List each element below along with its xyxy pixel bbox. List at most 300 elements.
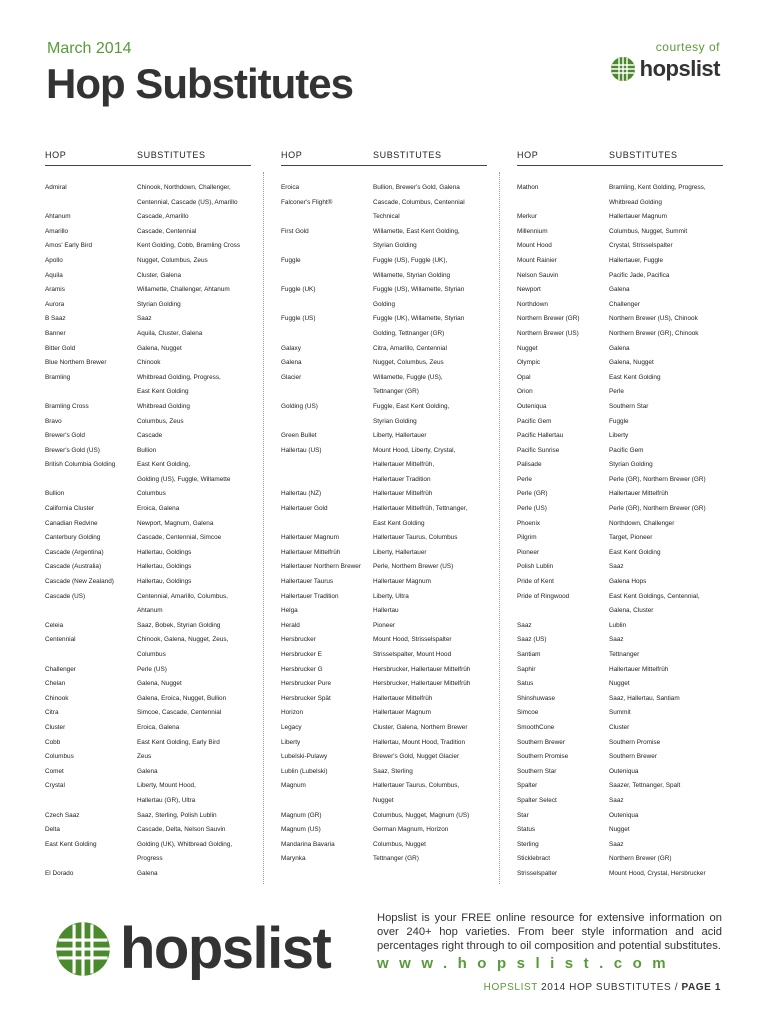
substitute-line: Centennial, Cascade (US), Amarillo <box>137 198 238 206</box>
hop-substitutes <box>137 429 251 444</box>
hop-name: Hersbrucker Pure <box>281 680 332 688</box>
substitute-line: Liberty, Mount Hood, <box>137 782 196 790</box>
table-row <box>281 590 487 605</box>
hop-name: Sterling <box>517 840 539 848</box>
hop-name: Green Bullet <box>281 432 317 440</box>
table-row <box>517 400 723 415</box>
hop-name: Northdown <box>517 300 548 308</box>
table-row <box>45 269 251 284</box>
hop-substitutes <box>609 736 723 751</box>
table-row <box>517 415 723 430</box>
hop-substitutes <box>373 721 487 736</box>
substitute-line: German Magnum, Horizon <box>373 826 449 834</box>
hop-name: Phoenix <box>517 519 541 527</box>
hop-name: East Kent Golding <box>45 840 97 848</box>
substitute-line: Fuggle (US), Fuggle (UK), <box>373 256 448 264</box>
hop-name: Cluster <box>45 723 66 731</box>
website-link[interactable]: www.hopslist.com <box>377 955 677 972</box>
hop-substitutes <box>609 239 723 254</box>
table-row <box>517 692 723 707</box>
table-row <box>517 779 723 794</box>
table-row <box>45 867 251 882</box>
substitute-line: Saaz, Sterling <box>373 767 413 775</box>
substitute-line: Golding <box>373 300 396 308</box>
substitute-line: Bramling, Kent Golding, Progress, <box>609 184 706 191</box>
substitute-line: Saaz <box>609 563 624 571</box>
hop-name: Bravo <box>45 417 62 425</box>
substitute-line: Hersbrucker, Hallertauer Mittelfrüh <box>373 665 471 673</box>
hop-substitutes <box>373 283 487 312</box>
table-row <box>45 210 251 225</box>
hop-substitutes <box>373 633 487 648</box>
hop-name: Nelson Sauvin <box>517 271 559 279</box>
substitute-line: Whitbread Golding <box>609 198 662 206</box>
hop-substitutes <box>137 517 251 532</box>
substitute-line: Cascade, Delta, Nelson Sauvin <box>137 826 226 834</box>
table-row <box>517 736 723 751</box>
hop-name: Saaz <box>517 621 532 629</box>
hop-name: Cascade (US) <box>45 592 86 600</box>
table-row <box>281 663 487 678</box>
hop-substitutes <box>609 560 723 575</box>
table-row <box>517 852 723 867</box>
substitute-line: Pioneer <box>373 621 396 629</box>
substitute-line: Fuggle (UK), Willamette, Styrian <box>373 315 465 323</box>
table-row <box>517 867 723 882</box>
hop-name: Fuggle (US) <box>281 315 316 323</box>
hop-substitutes <box>137 779 251 808</box>
hop-name: Banner <box>45 329 66 337</box>
table-row <box>517 181 723 210</box>
substitute-line: Newport, Magnum, Galena <box>137 519 214 527</box>
substitute-line: Columbus, Nugget <box>373 840 426 848</box>
hop-name: Pride of Kent <box>517 578 554 586</box>
substitute-line: Simcoe, Cascade, Centennial <box>137 709 222 717</box>
hop-name: Galena <box>281 359 302 367</box>
hop-substitutes <box>609 619 723 634</box>
table-row <box>45 415 251 430</box>
hop-substitutes <box>373 356 487 371</box>
table-row <box>45 444 251 459</box>
table-row <box>281 502 487 531</box>
table-row <box>45 458 251 487</box>
table-row <box>517 342 723 357</box>
hop-name: Apollo <box>45 256 63 264</box>
hop-name: Merkur <box>517 213 537 221</box>
substitute-line: Galena <box>137 767 158 775</box>
table-row <box>45 706 251 721</box>
table-row <box>281 809 487 824</box>
table-row <box>281 371 487 400</box>
substitute-line: Fuggle, East Kent Golding, <box>373 402 450 410</box>
substitute-line: Challenger <box>609 300 640 308</box>
column-divider <box>499 172 500 884</box>
footer-brand: HOPSLIST <box>483 982 538 993</box>
hop-name: Comet <box>45 767 64 775</box>
table-row <box>45 356 251 371</box>
table-row <box>517 312 723 327</box>
hop-substitutes <box>137 225 251 240</box>
hop-substitutes <box>609 283 723 298</box>
substitute-line: Columbus <box>137 651 166 658</box>
hop-name: Southern Star <box>517 767 557 775</box>
hop-name: Northern Brewer (GR) <box>517 315 580 323</box>
hop-cone-icon <box>54 920 112 978</box>
substitute-line: Galena Hops <box>609 578 647 586</box>
substitute-line: Galena, Nugget <box>137 344 182 352</box>
hop-name: Sticklebract <box>517 855 551 863</box>
hop-substitutes <box>609 298 723 313</box>
substitute-line: Saaz, Sterling, Polish Lublin <box>137 811 217 819</box>
hop-substitutes <box>609 590 723 619</box>
hop-name: Shinshuwase <box>517 694 556 702</box>
substitute-line: Pacific Jade, Pacifica <box>609 271 670 279</box>
hop-name: Saphir <box>517 665 536 673</box>
hop-name: El Dorado <box>45 869 74 877</box>
table-row <box>45 298 251 313</box>
table-row <box>45 429 251 444</box>
hop-substitutes <box>609 429 723 444</box>
hop-name: Hallertauer Gold <box>281 505 328 513</box>
substitute-line: Perle (US) <box>137 665 167 673</box>
table-row <box>281 633 487 648</box>
hop-name: Golding (US) <box>281 402 318 410</box>
table-row <box>517 560 723 575</box>
hop-name: First Gold <box>281 227 309 235</box>
hop-name: Delta <box>45 826 60 834</box>
hop-substitutes <box>137 444 251 459</box>
footer-doc-label: 2014 HOP SUBSTITUTES / <box>537 982 682 993</box>
hop-substitutes <box>609 181 723 210</box>
hop-name: Hersbrucker E <box>281 651 322 658</box>
table-row <box>45 721 251 736</box>
substitute-line: Saazer, Tettnanger, Spalt <box>609 782 681 790</box>
substitute-line: East Kent Golding <box>609 548 661 556</box>
table-row <box>45 575 251 590</box>
hop-name: Admiral <box>45 184 67 191</box>
hop-substitutes <box>373 575 487 590</box>
substitute-line: Willamette, Fuggle (US), <box>373 373 443 381</box>
substitute-line: Styrian Golding <box>137 300 181 308</box>
hop-substitutes <box>609 444 723 459</box>
table-row <box>45 225 251 240</box>
hop-substitutes <box>609 633 723 648</box>
hop-substitutes <box>373 254 487 283</box>
hop-substitutes <box>373 400 487 429</box>
hop-substitutes <box>609 706 723 721</box>
table-row <box>45 633 251 662</box>
table-row <box>281 750 487 765</box>
table-row <box>281 765 487 780</box>
table-row <box>45 283 251 298</box>
table-row <box>281 779 487 808</box>
substitute-line: Perle, Northern Brewer (US) <box>373 563 454 571</box>
substitute-line: Golding, Tettnanger (GR) <box>373 329 445 337</box>
table-row <box>517 298 723 313</box>
substitute-line: Styrian Golding <box>373 417 417 425</box>
substitute-line: Outeniqua <box>609 767 639 775</box>
substitute-line: Tettnanger <box>609 651 640 658</box>
hop-substitutes <box>373 838 487 853</box>
substitute-line: Pacific Gem <box>609 446 644 454</box>
footer-logo[interactable] <box>54 915 330 982</box>
substitute-line: Willamette, Styrian Golding <box>373 271 451 279</box>
substitute-line: Galena, Nugget <box>137 680 182 688</box>
hop-name: Pride of Ringwood <box>517 592 570 600</box>
hop-substitutes <box>373 225 487 254</box>
hop-substitutes <box>137 327 251 342</box>
substitute-line: Saaz <box>137 315 152 323</box>
hop-name: Columbus <box>45 753 74 761</box>
hop-name: Magnum (US) <box>281 826 321 834</box>
table-row <box>281 619 487 634</box>
hop-name: Perle <box>517 475 532 483</box>
hop-substitutes <box>137 312 251 327</box>
substitute-line: Hallertauer Mittelfrüh, <box>373 461 435 469</box>
hop-name: Orion <box>517 388 533 396</box>
table-row <box>45 517 251 532</box>
table-row <box>517 531 723 546</box>
substitute-line: Galena, Nugget <box>609 359 654 367</box>
hop-substitutes <box>373 750 487 765</box>
table-row <box>517 327 723 342</box>
substitute-line: Hallertau (GR), Ultra <box>137 796 196 804</box>
substitute-line: Eroica, Galena <box>137 723 180 731</box>
substitute-line: Cascade <box>137 432 163 440</box>
hop-name: Lubelski-Pulawy <box>281 753 328 761</box>
hop-substitutes <box>137 706 251 721</box>
substitute-line: Hallertauer Magnum <box>373 709 431 717</box>
substitute-line: Hallertau, Goldings <box>137 548 192 556</box>
hop-substitutes <box>373 765 487 780</box>
substitute-line: Outeniqua <box>609 811 639 819</box>
substitute-line: Styrian Golding <box>609 461 653 469</box>
substitute-line: Liberty, Hallertauer <box>373 548 427 556</box>
hop-substitutes <box>373 546 487 561</box>
substitute-line: Chinook <box>137 359 161 367</box>
hop-name: Hallertauer Northern Brewer <box>281 563 361 571</box>
table-row <box>281 648 487 663</box>
substitute-line: Hallertauer, Fuggle <box>609 256 663 264</box>
table-row <box>45 546 251 561</box>
substitute-line: Southern Star <box>609 402 649 410</box>
hop-substitutes <box>373 677 487 692</box>
hop-name: Canadian Redvine <box>45 519 98 527</box>
hop-substitutes <box>137 867 251 882</box>
hop-substitutes <box>373 181 487 196</box>
table-row <box>281 677 487 692</box>
substitute-line: Kent Golding, Cobb, Bramling Cross <box>137 242 241 250</box>
substitute-line: Cluster, Galena, Northern Brewer <box>373 723 468 731</box>
hop-substitutes <box>609 838 723 853</box>
hop-name: Fuggle <box>281 256 301 264</box>
hop-substitutes <box>609 648 723 663</box>
hop-substitutes <box>609 473 723 488</box>
hop-header: HOP <box>281 150 303 160</box>
substitute-line: Chinook, Northdown, Challenger, <box>137 184 231 191</box>
hop-substitutes <box>609 867 723 882</box>
hop-name: Hersbrucker Spät <box>281 694 331 702</box>
hop-name: Centennial <box>45 636 76 644</box>
table-row <box>517 458 723 473</box>
substitute-line: Hallertauer Mittelfrüh <box>609 665 669 673</box>
table-row <box>281 444 487 488</box>
hop-name: Opal <box>517 373 531 381</box>
table-row <box>45 750 251 765</box>
substitute-line: Hallertauer Taurus, Columbus <box>373 534 458 542</box>
hop-name: Hallertau (NZ) <box>281 490 322 498</box>
table-row <box>517 838 723 853</box>
hop-substitutes <box>609 663 723 678</box>
substitute-line: Saaz <box>609 840 624 848</box>
hop-name: Cascade (New Zealand) <box>45 578 114 586</box>
substitute-line: Nugget <box>609 826 630 834</box>
hop-substitutes <box>137 575 251 590</box>
hop-name: Pilgrim <box>517 534 537 542</box>
hop-header: HOP <box>45 150 67 160</box>
table-row <box>517 575 723 590</box>
hop-substitutes <box>373 663 487 678</box>
hop-name: Nugget <box>517 344 538 352</box>
hop-name: Challenger <box>45 665 76 673</box>
substitute-line: Willamette, Challenger, Ahtanum <box>137 286 230 294</box>
logo-word: hopslist <box>120 916 331 981</box>
table-row <box>517 663 723 678</box>
table-row <box>45 502 251 517</box>
hop-substitutes <box>137 633 251 662</box>
hop-name: Status <box>517 826 536 834</box>
hop-substitutes <box>137 546 251 561</box>
substitute-line: Columbus, Zeus <box>137 417 184 425</box>
substitute-line: Galena <box>609 286 630 294</box>
table-row <box>45 342 251 357</box>
table-row <box>517 356 723 371</box>
substitute-line: Saaz, Bobek, Styrian Golding <box>137 621 221 629</box>
hop-name: Millennium <box>517 227 548 235</box>
table-row <box>281 400 487 429</box>
table-row <box>45 736 251 751</box>
table-row <box>281 823 487 838</box>
hop-name: Spalter Select <box>517 796 557 804</box>
hop-substitutes <box>609 342 723 357</box>
hop-substitutes <box>137 765 251 780</box>
table-row <box>281 560 487 575</box>
table-row <box>517 590 723 619</box>
hop-substitutes <box>137 356 251 371</box>
hop-name: Outeniqua <box>517 402 547 410</box>
hop-substitutes <box>137 269 251 284</box>
hop-substitutes <box>609 210 723 225</box>
hop-name: Polish Lublin <box>517 563 554 571</box>
substitute-line: Cascade, Centennial, Simcoe <box>137 534 222 542</box>
table-row <box>281 312 487 341</box>
header-logo[interactable] <box>610 56 720 82</box>
substitute-line: Hallertauer Magnum <box>373 578 431 586</box>
substitute-line: Brewer's Gold, Nugget Glacier <box>373 753 460 761</box>
table-row <box>517 487 723 502</box>
hop-substitutes <box>137 371 251 400</box>
hop-substitutes <box>609 852 723 867</box>
hop-substitutes <box>609 765 723 780</box>
hop-substitutes <box>137 663 251 678</box>
substitute-line: Hallertau, Mount Hood, Tradition <box>373 738 466 746</box>
substitute-line: Hallertau, Goldings <box>137 563 192 571</box>
hop-name: Pacific Gem <box>517 417 552 425</box>
hop-substitutes <box>137 298 251 313</box>
substitute-line: Tettnanger (GR) <box>373 855 419 863</box>
hop-substitutes <box>137 283 251 298</box>
hop-substitutes <box>373 590 487 605</box>
table-row <box>281 604 487 619</box>
hop-name: Bitter Gold <box>45 344 76 352</box>
substitute-line: Mount Hood, Crystal, Hersbrucker <box>609 869 706 877</box>
substitute-line: Styrian Golding <box>373 242 417 250</box>
hop-substitutes <box>373 429 487 444</box>
substitute-line: Cascade, Amarillo <box>137 213 189 221</box>
table-row <box>517 269 723 284</box>
substitute-line: Technical <box>373 213 400 221</box>
hop-substitutes <box>137 838 251 867</box>
table-row <box>281 487 487 502</box>
hop-name: Saaz (US) <box>517 636 547 644</box>
hop-name: Pioneer <box>517 548 540 556</box>
table-row <box>45 181 251 210</box>
substitutes-header: SUBSTITUTES <box>373 150 442 160</box>
hop-name: Cascade (Australia) <box>45 563 102 571</box>
hop-name: Marynka <box>281 855 306 863</box>
table-row <box>517 429 723 444</box>
substitute-line: Nugget <box>373 796 394 804</box>
table-row <box>45 371 251 400</box>
hop-substitutes <box>609 371 723 386</box>
substitute-line: East Kent Golding <box>137 388 189 396</box>
substitute-line: Golding (US), Fuggle, Willamette <box>137 475 231 483</box>
table-row <box>45 531 251 546</box>
hop-substitutes <box>137 531 251 546</box>
hop-name: Magnum (GR) <box>281 811 322 819</box>
hop-substitutes <box>609 779 723 794</box>
hop-name: Spalter <box>517 782 538 790</box>
substitute-line: Columbus, Nugget, Magnum (US) <box>373 811 470 819</box>
table-rows <box>517 181 723 882</box>
hop-substitutes <box>609 356 723 371</box>
hop-name: Palisade <box>517 461 542 469</box>
hop-name: Blue Northern Brewer <box>45 359 107 367</box>
substitute-line: Galena, Eroica, Nugget, Bullion <box>137 694 227 702</box>
substitute-line: Saaz, Hallertau, Santiam <box>609 694 680 702</box>
hop-name: Helga <box>281 607 298 615</box>
table-row <box>517 283 723 298</box>
hop-substitutes <box>137 181 251 210</box>
table-row <box>45 809 251 824</box>
hop-substitutes <box>609 809 723 824</box>
substitute-line: Hallertauer Magnum <box>609 213 667 221</box>
page-number: PAGE 1 <box>681 982 721 993</box>
hop-substitutes <box>137 415 251 430</box>
hop-cone-icon <box>610 56 636 82</box>
table-row <box>45 765 251 780</box>
hop-name: Falconer's Flight® <box>281 198 333 206</box>
hop-name: Aurora <box>45 300 65 308</box>
hop-substitutes <box>373 560 487 575</box>
substitute-line: Whitbread Golding <box>137 402 190 410</box>
hop-substitutes <box>373 823 487 838</box>
hop-name: Glacier <box>281 373 302 381</box>
table-column-1 <box>45 150 251 882</box>
page-title: Hop Substitutes <box>46 60 353 107</box>
substitute-line: Cluster <box>609 723 630 731</box>
hop-substitutes <box>609 312 723 327</box>
